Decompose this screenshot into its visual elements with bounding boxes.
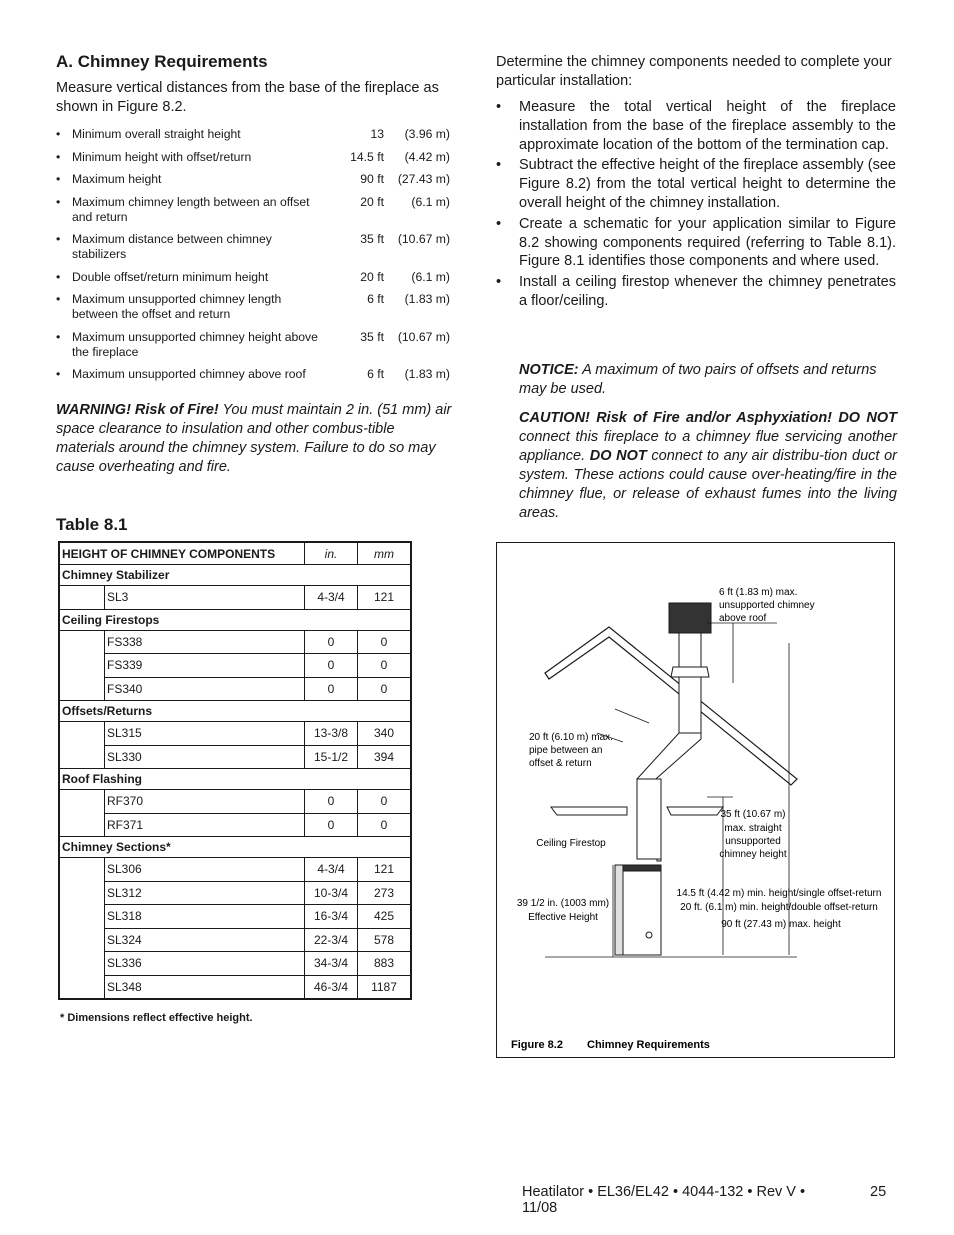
table-group-name: Chimney Stabilizer: [59, 565, 411, 586]
table-title: Table 8.1: [56, 515, 128, 534]
requirement-row: [56, 367, 452, 382]
requirement-bullet: •: [56, 269, 61, 284]
table-part-cell: RF371: [105, 813, 305, 837]
requirement-label: Minimum height with offset/return: [72, 149, 252, 164]
table-group-name: Roof Flashing: [59, 769, 411, 790]
requirement-m: (10.67 m): [397, 232, 450, 246]
requirement-ft: 35 ft: [360, 232, 384, 246]
table-row: [59, 722, 411, 746]
table-row: [59, 677, 411, 701]
table-part-cell: SL348: [105, 975, 305, 999]
table-indent-cell: [59, 928, 105, 952]
requirement-m: (4.42 m): [404, 149, 450, 164]
table-row: [59, 952, 411, 976]
requirement-ft: 6 ft: [367, 292, 384, 306]
table-part-cell: SL318: [105, 905, 305, 929]
requirement-label: Minimum overall straight height: [72, 127, 241, 141]
step-item: [496, 215, 896, 271]
step-bullet: •: [496, 274, 502, 291]
requirement-row: [56, 195, 452, 225]
table-indent-cell: [59, 881, 105, 905]
label-above-roof-2: unsupported chimney: [719, 600, 815, 611]
requirement-m: (6.1 m): [411, 269, 450, 284]
notice-text: [519, 361, 897, 399]
table-indent-cell: [59, 813, 105, 837]
table-header-row: [59, 542, 411, 565]
table-mm-cell: 121: [358, 858, 412, 882]
label-straight-1: 35 ft (10.67 m): [720, 809, 786, 820]
requirement-label: Maximum unsupported chimney height above the fireplace: [72, 329, 318, 359]
step-text: Install a ceiling firestop whenever the chimney penetrates a floor/ceiling.: [519, 274, 896, 309]
table-indent-cell: [59, 975, 105, 999]
caution-body-2: connect to any air distribu-tion duct or system. These actions could cause over-heating/fire in the chimney flue, or release of exhaust fumes into the living areas.: [519, 448, 897, 521]
table-part-cell: SL330: [105, 745, 305, 769]
table-part-cell: FS338: [105, 630, 305, 654]
label-straight-4: chimney height: [719, 849, 787, 860]
requirement-label: Double offset/return minimum height: [72, 269, 269, 284]
footer-doc: Heatilator • EL36/EL42 • 4044-132 • Rev V • 11/08: [522, 1184, 806, 1216]
requirement-bullet: •: [56, 367, 61, 381]
table-indent-cell: [59, 905, 105, 929]
caution-body-1: connect this fireplace to a chimney flue servicing another appliance.: [519, 429, 897, 464]
step-item: [496, 156, 896, 212]
step-text: Create a schematic for your application similar to Figure 8.2 showing components required (referring to Table 8.1). Figure 8.1 identifies those components and where used.: [519, 215, 896, 270]
table-mm-cell: 273: [358, 881, 412, 905]
label-effective-2: Effective Height: [528, 912, 598, 923]
table-mm-cell: 578: [358, 928, 412, 952]
table-row: [59, 813, 411, 837]
requirement-row: [56, 150, 452, 165]
table-row: [59, 790, 411, 814]
table-row: [59, 928, 411, 952]
label-max-height: 90 ft (27.43 m) max. height: [721, 919, 841, 930]
step-bullet: •: [496, 157, 502, 174]
requirement-bullet: •: [56, 149, 61, 164]
warning-text: [56, 401, 454, 477]
table-group-name: Chimney Sections*: [59, 837, 411, 858]
table-part-cell: SL3: [105, 586, 305, 610]
requirement-bullet: •: [56, 127, 61, 141]
fireplace-unit-icon: [615, 865, 661, 955]
table-group-row: [59, 701, 411, 722]
table-in-cell: 4-3/4: [305, 586, 358, 610]
figure-chimney-requirements: [496, 542, 895, 1058]
table-mm-cell: 0: [358, 813, 412, 837]
table-group-row: [59, 609, 411, 630]
table-mm-cell: 0: [358, 630, 412, 654]
requirement-label: Maximum unsupported chimney above roof: [72, 367, 306, 381]
figure-diagram: [497, 543, 896, 1059]
table-mm-cell: 394: [358, 745, 412, 769]
requirement-ft: 6 ft: [367, 367, 384, 381]
requirement-row: [56, 330, 452, 360]
table-mm-cell: 0: [358, 790, 412, 814]
table-row: [59, 905, 411, 929]
right-intro: Determine the chimney components needed to complete your particular installation:: [496, 54, 892, 89]
notice-body: A maximum of two pairs of offsets and returns may be used.: [519, 362, 877, 397]
table-in-cell: 10-3/4: [305, 881, 358, 905]
table-mm-cell: 425: [358, 905, 412, 929]
requirement-row: [56, 292, 452, 322]
requirement-bullet: •: [56, 292, 61, 306]
table-mm-cell: 1187: [358, 975, 412, 999]
label-straight-2: max. straight: [724, 823, 782, 834]
requirement-bullet: •: [56, 172, 61, 186]
label-offset-1: 20 ft (6.10 m) max.: [529, 732, 613, 743]
table-in-cell: 16-3/4: [305, 905, 358, 929]
requirement-row: [56, 270, 452, 285]
table-row: [59, 654, 411, 678]
table-in-cell: 0: [305, 677, 358, 701]
label-offset-2: pipe between an: [529, 745, 603, 756]
requirement-label: Maximum chimney length between an offset and return: [72, 194, 310, 224]
table-indent-cell: [59, 654, 105, 678]
header-label: HEIGHT OF CHIMNEY COMPONENTS: [59, 542, 305, 565]
table-indent-cell: [59, 745, 105, 769]
label-min-double: 20 ft. (6.1 m) min. height/double offset-return: [680, 902, 878, 913]
notice-lead: NOTICE:: [519, 362, 579, 378]
figure-caption-text: Chimney Requirements: [587, 1039, 710, 1051]
intro-text: Measure vertical distances from the base of the fireplace as shown in Figure 8.2.: [56, 80, 439, 115]
label-firestop: Ceiling Firestop: [536, 838, 606, 849]
requirement-ft: 14.5 ft: [350, 149, 384, 164]
step-item: [496, 273, 896, 311]
table-in-cell: 0: [305, 813, 358, 837]
requirement-row: [56, 127, 452, 142]
requirement-label: Maximum unsupported chimney length between the offset and return: [72, 292, 282, 321]
requirement-ft: 35 ft: [360, 329, 384, 344]
table-indent-cell: [59, 790, 105, 814]
table-row: [59, 586, 411, 610]
table-indent-cell: [59, 677, 105, 701]
table-row: [59, 975, 411, 999]
table-indent-cell: [59, 858, 105, 882]
requirement-label: Maximum distance between chimney stabilizers: [72, 232, 272, 261]
table-part-cell: SL306: [105, 858, 305, 882]
table-in-cell: 4-3/4: [305, 858, 358, 882]
table-mm-cell: 0: [358, 677, 412, 701]
step-text: Subtract the effective height of the fireplace assembly (see Figure 8.2) from the total vertical height to determine the overall height of the chimney installation.: [519, 157, 896, 211]
footer-page: 25: [870, 1184, 887, 1200]
table-part-cell: SL315: [105, 722, 305, 746]
label-above-roof-3: above roof: [719, 613, 767, 624]
table-in-cell: 22-3/4: [305, 928, 358, 952]
table-row: [59, 745, 411, 769]
label-effective-1: 39 1/2 in. (1003 mm): [516, 898, 610, 909]
requirement-bullet: •: [56, 329, 61, 344]
table-group-name: Offsets/Returns: [59, 701, 411, 722]
table-part-cell: SL336: [105, 952, 305, 976]
table-in-cell: 0: [305, 654, 358, 678]
table-in-cell: 46-3/4: [305, 975, 358, 999]
table-group-row: [59, 769, 411, 790]
chimney-pipe-icon: [637, 603, 711, 861]
step-bullet: •: [496, 215, 502, 232]
steps-list: [496, 98, 896, 313]
warning-lead: WARNING! Risk of Fire!: [56, 402, 219, 418]
table-group-row: [59, 565, 411, 586]
step-text: Measure the total vertical height of the fireplace installation from the base of the fireplace assembly to the approximate location of the bottom of the termination cap.: [519, 99, 896, 153]
table-indent-cell: [59, 722, 105, 746]
table-in-cell: 34-3/4: [305, 952, 358, 976]
table-part-cell: RF370: [105, 790, 305, 814]
caution-lead: CAUTION! Risk of Fire and/or Asphyxiation! DO NOT: [519, 410, 897, 426]
table-mm-cell: 0: [358, 654, 412, 678]
table-part-cell: FS339: [105, 654, 305, 678]
table-mm-cell: 121: [358, 586, 412, 610]
label-min-single: 14.5 ft (4.42 m) min. height/single offset-return: [676, 888, 882, 899]
table-part-cell: SL312: [105, 881, 305, 905]
table-in-cell: 0: [305, 630, 358, 654]
requirement-m: (1.83 m): [404, 367, 450, 381]
requirement-m: (1.83 m): [404, 292, 450, 306]
table-indent-cell: [59, 952, 105, 976]
requirement-label: Maximum height: [72, 172, 162, 186]
table-indent-cell: [59, 630, 105, 654]
requirement-ft: 13: [370, 127, 384, 141]
section-title: A. Chimney Requirements: [56, 52, 268, 71]
requirement-row: [56, 172, 452, 187]
requirement-m: (27.43 m): [397, 172, 450, 186]
requirement-bullet: •: [56, 232, 61, 246]
components-table: [58, 541, 412, 1000]
table-in-cell: 15-1/2: [305, 745, 358, 769]
header-in: in.: [305, 542, 358, 565]
table-row: [59, 630, 411, 654]
table-indent-cell: [59, 586, 105, 610]
requirement-row: [56, 232, 452, 262]
table-part-cell: FS340: [105, 677, 305, 701]
table-group-name: Ceiling Firestops: [59, 609, 411, 630]
requirement-ft: 20 ft: [360, 269, 384, 284]
table-mm-cell: 883: [358, 952, 412, 976]
requirement-bullet: •: [56, 194, 61, 209]
requirements-list: [56, 127, 452, 390]
requirement-m: (10.67 m): [397, 329, 450, 344]
table-row: [59, 858, 411, 882]
label-straight-3: unsupported: [725, 836, 781, 847]
warning-body: You must maintain 2 in. (51 mm) air space clearance to insulation and other combus-tible materials around the chimney system. Failure to do so may cause overheating and fire.: [56, 402, 452, 475]
table-group-row: [59, 837, 411, 858]
table-mm-cell: 340: [358, 722, 412, 746]
table-row: [59, 881, 411, 905]
requirement-ft: 20 ft: [360, 194, 384, 209]
table-in-cell: 0: [305, 790, 358, 814]
caution-bold-2: DO NOT: [589, 448, 647, 464]
caution-text: [519, 409, 897, 523]
table-footnote: * Dimensions reflect effective height.: [60, 1012, 253, 1024]
requirement-ft: 90 ft: [360, 172, 384, 186]
label-above-roof-1: 6 ft (1.83 m) max.: [719, 587, 798, 598]
step-bullet: •: [496, 99, 502, 115]
step-item: [496, 98, 896, 154]
table-part-cell: SL324: [105, 928, 305, 952]
requirement-m: (3.96 m): [404, 127, 450, 141]
figure-caption-number: Figure 8.2: [511, 1039, 563, 1051]
label-offset-3: offset & return: [529, 758, 592, 769]
table-in-cell: 13-3/8: [305, 722, 358, 746]
header-mm: mm: [358, 542, 412, 565]
requirement-m: (6.1 m): [411, 194, 450, 209]
